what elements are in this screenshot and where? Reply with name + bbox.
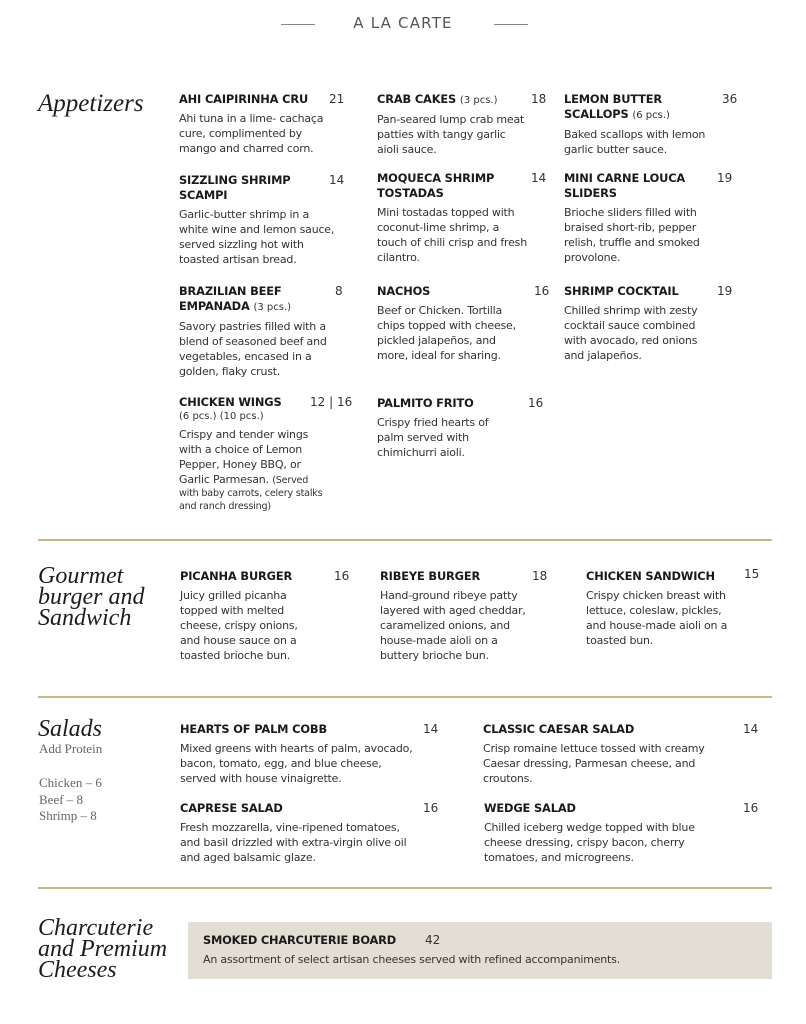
item-name: SMOKED CHARCUTERIE BOARD — [203, 933, 396, 947]
section-title-line: Sandwich — [38, 605, 132, 631]
item-description: Crispy chicken breast with lettuce, coleslaw, pickles, and house-made aioli on a toasted bun. — [586, 589, 728, 647]
item-pieces: (6 pcs.) — [632, 110, 670, 121]
item-price: 36 — [722, 92, 738, 106]
charcuterie-board-card — [188, 922, 772, 979]
protein-option: Beef – 8 — [39, 792, 84, 807]
item-name: WEDGE SALAD — [484, 801, 576, 815]
menu-item — [564, 92, 739, 157]
item-price: 14 — [423, 722, 439, 736]
item-price: 18 — [531, 92, 547, 106]
item-price: 14 — [531, 171, 547, 185]
item-description: Chilled shrimp with zesty cocktail sauce combined with avocado, red onions and jalapeños. — [564, 304, 698, 362]
menu-item — [377, 284, 552, 363]
menu-item — [377, 396, 552, 460]
item-description: Pan-seared lump crab meat patties with tangy garlic aioli sauce. — [377, 113, 525, 156]
page-title: A LA CARTE — [353, 14, 453, 32]
item-description: Mini tostadas topped with coconut-lime shrimp, a touch of chili crisp and fresh cilantro. — [377, 206, 527, 264]
section-title-charcuterie — [38, 915, 168, 983]
add-protein-label: Add Protein — [39, 741, 103, 756]
header-rule-left — [281, 24, 315, 25]
menu-item — [377, 92, 547, 157]
item-price: 18 — [532, 569, 548, 583]
menu-item — [483, 722, 763, 786]
item-description: Crispy fried hearts of palm served with chimichurri aioli. — [377, 416, 489, 459]
item-price: 42 — [425, 933, 441, 947]
item-description: Beef or Chicken. Tortilla chips topped with cheese, pickled jalapeños, and more, ideal for sharing. — [377, 304, 516, 362]
item-price: 15 — [744, 567, 760, 581]
item-name: RIBEYE BURGER — [380, 569, 481, 583]
item-name: MOQUECA SHRIMP TOSTADAS — [377, 171, 495, 200]
item-name: PALMITO FRITO — [377, 396, 474, 410]
menu-item — [179, 395, 354, 513]
item-name: HEARTS OF PALM COBB — [180, 722, 327, 736]
section-divider — [38, 539, 772, 541]
menu-item — [564, 171, 739, 265]
item-name: CHICKEN SANDWICH — [586, 569, 715, 583]
section-title-line: and Premium — [38, 936, 168, 962]
section-title-line: Cheeses — [38, 957, 117, 983]
item-name-line2: SCALLOPS — [564, 107, 629, 121]
item-name: MINI CARNE LOUCA SLIDERS — [564, 171, 686, 200]
item-name-line2: EMPANADA — [179, 299, 250, 313]
item-name: NACHOS — [377, 284, 431, 298]
item-price: 21 — [329, 92, 345, 106]
menu-item — [180, 801, 440, 865]
item-pieces: (3 pcs.) — [459, 95, 498, 106]
item-price: 16 — [334, 569, 350, 583]
menu-item — [484, 801, 764, 865]
item-price: 14 — [329, 173, 345, 187]
item-description: Fresh mozzarella, vine-ripened tomatoes, and basil drizzled with extra-virgin olive oil and aged balsamic glaze. — [180, 821, 407, 864]
item-price: 16 — [534, 284, 550, 298]
item-name: CHICKEN WINGS — [179, 395, 282, 409]
section-title-line: Charcuterie — [38, 915, 154, 941]
item-description: Ahi tuna in a lime- cachaça cure, complimented by mango and charred corn. — [179, 112, 324, 155]
section-title-appetizers: Appetizers — [38, 90, 144, 117]
item-name: CAPRESE SALAD — [180, 801, 283, 815]
item-description: An assortment of select artisan cheeses served with refined accompaniments. — [203, 953, 620, 966]
section-divider — [38, 887, 772, 889]
item-description-note: (Served — [272, 475, 309, 486]
item-name: SIZZLING SHRIMP SCAMPI — [179, 173, 291, 202]
section-title-salads: Salads — [38, 716, 103, 742]
item-price: 8 — [335, 284, 343, 298]
item-price: 19 — [717, 284, 733, 298]
menu-item — [564, 284, 739, 363]
menu-item — [179, 284, 344, 379]
item-price: 16 — [528, 396, 544, 410]
item-description: Savory pastries filled with a blend of seasoned beef and vegetables, encased in a golden, flaky crust. — [179, 320, 327, 378]
item-description: Garlic-butter shrimp in a white wine and lemon sauce, served sizzling hot with toasted artisan bread. — [179, 208, 335, 266]
section-title-line: Gourmet — [38, 563, 124, 589]
protein-option: Shrimp – 8 — [39, 808, 97, 823]
item-description: Brioche sliders filled with braised short-rib, pepper relish, truffle and smoked provolone. — [564, 206, 700, 264]
item-description: Mixed greens with hearts of palm, avocado, bacon, tomato, egg, and blue cheese, served with house vinaigrette. — [180, 742, 413, 785]
item-name-line1: LEMON BUTTER — [564, 92, 663, 106]
item-price: 16 — [423, 801, 439, 815]
menu-item — [180, 569, 355, 663]
menu-item — [179, 92, 344, 156]
item-name-line1: BRAZILIAN BEEF — [179, 284, 282, 298]
item-description: Juicy grilled picanha topped with melted cheese, crispy onions, and house sauce on a toasted brioche bun. — [180, 589, 298, 662]
item-pieces: (3 pcs.) — [253, 302, 292, 313]
item-description: Chilled iceberg wedge topped with blue cheese dressing, crispy bacon, cherry tomatoes, and microgreens. — [484, 821, 695, 864]
item-name: PICANHA BURGER — [180, 569, 293, 583]
menu-item — [586, 569, 771, 648]
item-description: Crisp romaine lettuce tossed with creamy Caesar dressing, Parmesan cheese, and croutons. — [483, 742, 705, 785]
protein-option: Chicken – 6 — [39, 775, 102, 790]
item-name: CRAB CAKES — [377, 92, 457, 106]
item-description: Crispy and tender wings with a choice of Lemon Pepper, Honey BBQ, or Garlic Parmesan. — [179, 428, 309, 486]
menu-item — [377, 171, 547, 265]
section-divider — [38, 696, 772, 698]
item-price: 19 — [717, 171, 733, 185]
item-pieces: (6 pcs.) (10 pcs.) — [179, 411, 264, 422]
menu-item — [380, 569, 555, 663]
section-title-line: burger and — [38, 584, 145, 610]
item-name: AHI CAIPIRINHA CRU — [179, 92, 309, 106]
item-price: 16 — [743, 801, 759, 815]
menu-item — [180, 722, 440, 786]
item-name: CLASSIC CAESAR SALAD — [483, 722, 635, 736]
item-name: SHRIMP COCKTAIL — [564, 284, 679, 298]
menu-item — [179, 173, 344, 267]
item-description: Hand-ground ribeye patty layered with aged cheddar, caramelized onions, and house-made aioli on a buttery brioche bun. — [380, 589, 526, 662]
item-description-note-2: with baby carrots, celery stalks and ranch dressing) — [179, 488, 323, 512]
header-rule-right — [494, 24, 528, 25]
item-description: Baked scallops with lemon garlic butter sauce. — [564, 128, 706, 156]
item-price: 14 — [743, 722, 759, 736]
item-price: 12 | 16 — [310, 395, 353, 409]
section-title-burgers — [38, 563, 145, 631]
page-header — [0, 14, 806, 36]
